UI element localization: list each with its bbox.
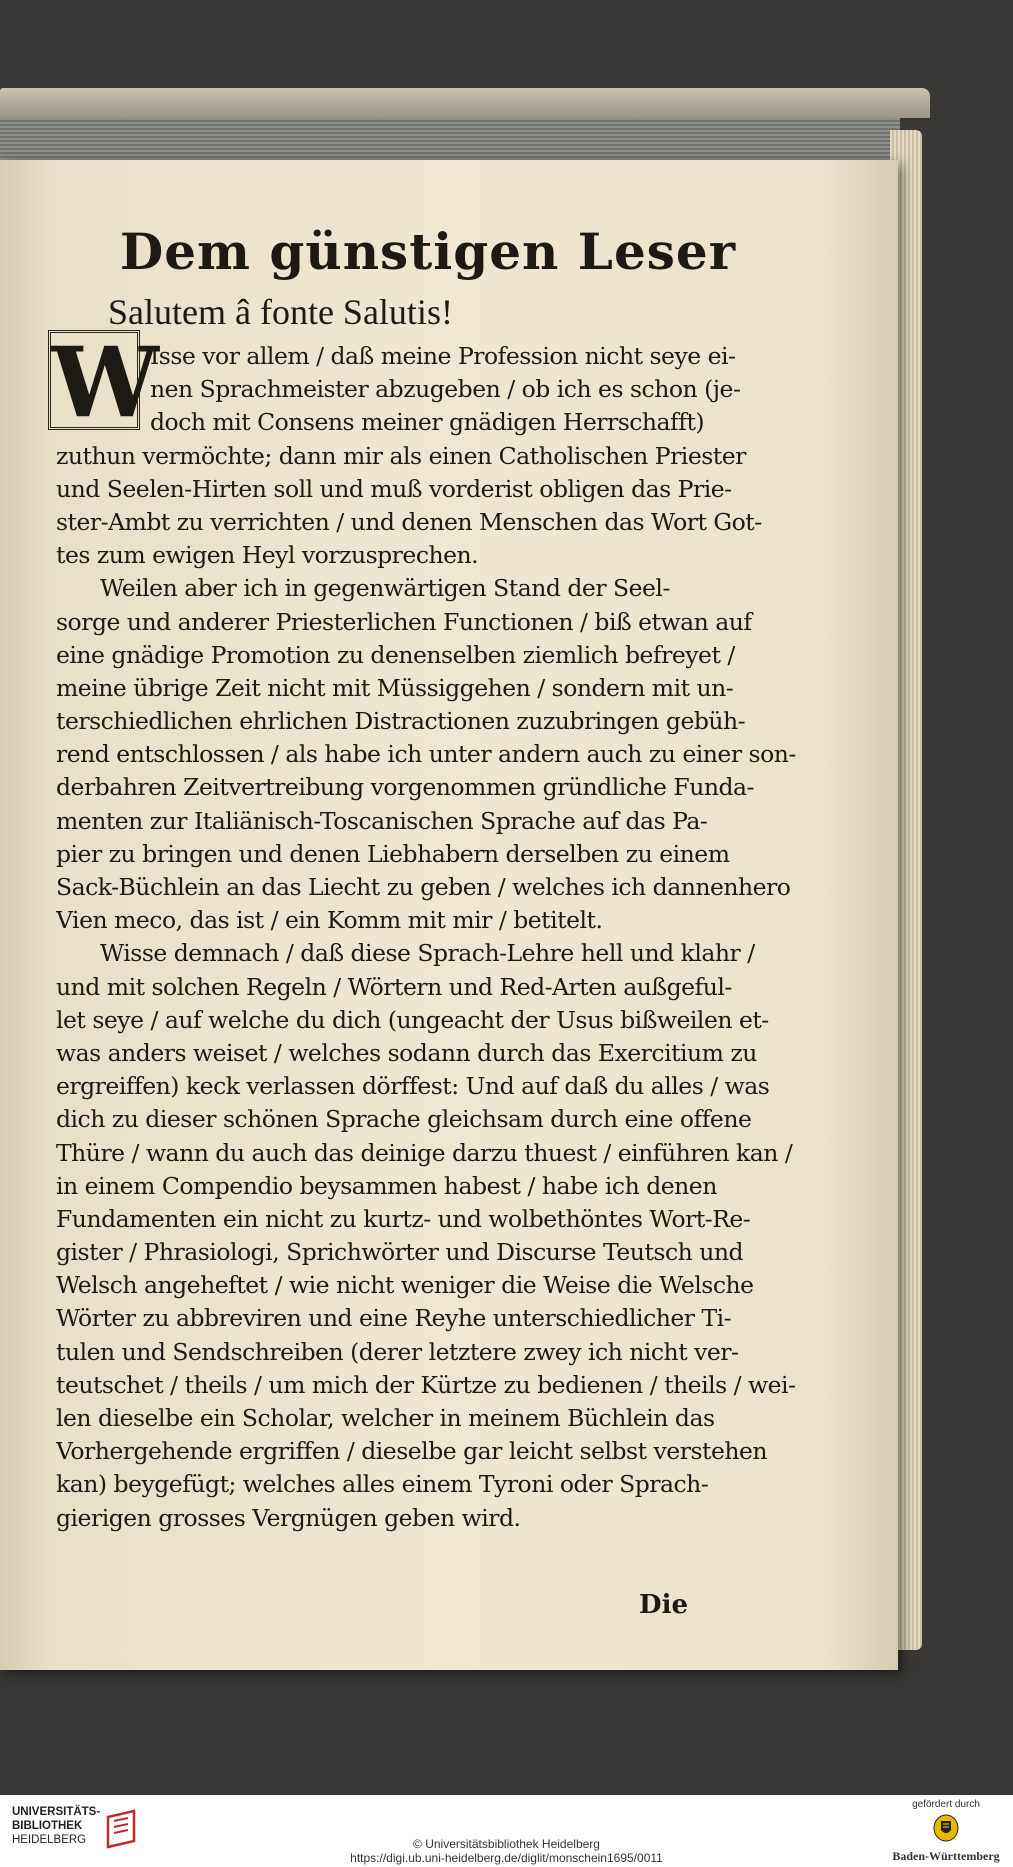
- catchword: Die: [639, 1590, 688, 1620]
- text-line: meine übrige Zeit nicht mit Müssiggehen / sondern mit un-: [56, 673, 734, 702]
- sponsor-name: Baden-Württemberg: [892, 1849, 1000, 1863]
- decorated-initial: W: [48, 330, 140, 430]
- text-line: Vorhergehende ergriffen / dieselbe gar leicht selbst verstehen: [56, 1437, 768, 1466]
- page-text: [51, 222, 800, 1620]
- sponsor-block: [891, 1799, 1001, 1863]
- text-line: Wisse demnach / daß diese Sprach-Lehre hell und klahr /: [100, 939, 755, 968]
- book-cover-top: [0, 88, 930, 118]
- text-line: ster-Ambt zu verrichten / und denen Menschen das Wort Got-: [56, 507, 762, 536]
- text-line: dich zu dieser schönen Sprache gleichsam durch eine offene: [56, 1105, 752, 1134]
- text-line: was anders weiset / welches sodann durch das Exercitium zu: [56, 1038, 757, 1067]
- library-name-line: UNIVERSITÄTS-: [12, 1806, 101, 1818]
- text-line: tes zum ewigen Heyl vorzusprechen.: [56, 541, 479, 570]
- permalink[interactable]: https://digi.ub.uni-heidelberg.de/diglit/monschein1695/0011: [350, 1851, 663, 1865]
- text-body: [56, 340, 800, 1535]
- text-line: Weilen aber ich in gegenwärtigen Stand der Seel-: [100, 574, 670, 603]
- text-line: let seye / auf welche du dich (ungeacht der Usus bißweilen et-: [56, 1005, 769, 1034]
- text-line: teutschet / theils / um mich der Kürtze zu bedienen / theils / wei-: [56, 1370, 796, 1399]
- sponsor-label: gefördert durch: [912, 1799, 980, 1810]
- book-page: [0, 160, 898, 1670]
- text-line: und Seelen-Hirten soll und muß vorderist obligen das Prie-: [56, 474, 732, 503]
- library-name-line: BIBLIOTHEK: [12, 1820, 83, 1832]
- text-line: rend entschlossen / als habe ich unter andern auch zu einer son-: [56, 740, 796, 769]
- copyright-block: [0, 1837, 1013, 1865]
- text-line: Sack-Büchlein an das Liecht zu geben / welches ich dannenhero: [56, 873, 791, 901]
- text-line: in einem Compendio beysammen habest / habe ich denen: [56, 1171, 717, 1200]
- text-line: Fundamenten ein nicht zu kurtz- und wolbethöntes Wort-Re-: [56, 1204, 751, 1233]
- text-line: terschiedlichen ehrlichen Distractionen zuzubringen gebüh-: [56, 707, 746, 736]
- text-line: gierigen grosses Vergnügen geben wird.: [56, 1503, 521, 1532]
- text-line: nen Sprachmeister abzugeben / ob ich es schon (je-: [150, 375, 741, 404]
- text-line: zuthun vermöchte; dann mir als einen Catholischen Priester: [56, 441, 746, 470]
- text-line: menten zur Italiänisch-Toscanischen Sprache auf das Pa-: [56, 806, 708, 835]
- text-line: Isse vor allem / daß meine Profession nicht seye ei-: [150, 342, 736, 370]
- text-line: Vien meco, das ist / ein Komm mit mir / betitelt.: [56, 906, 603, 935]
- text-line: ergreiffen) keck verlassen dörffest: Und auf daß du alles / was: [56, 1072, 770, 1101]
- state-crest-icon: [933, 1814, 959, 1842]
- text-line: kan) beygefügt; welches alles einem Tyroni oder Sprach-: [56, 1470, 709, 1499]
- text-line: und mit solchen Regeln / Wörtern und Red-Arten außgeful-: [56, 972, 732, 1001]
- text-line: len dieselbe ein Scholar, welcher in meinem Büchlein das: [56, 1404, 715, 1432]
- text-line: gister / Phrasiologi, Sprichwörter und Discurse Teutsch und: [56, 1238, 744, 1267]
- text-line: pier zu bringen und denen Liebhabern derselben zu einem: [56, 839, 730, 868]
- salutation: Salutem â fonte Salutis!: [108, 292, 453, 332]
- text-line: Welsch angeheftet / wie nicht weniger die Weise die Welsche: [56, 1271, 754, 1300]
- text-line: Wörter zu abbreviren und eine Reyhe unterschiedlicher Ti-: [56, 1304, 732, 1333]
- text-line: tulen und Sendschreiben (derer letztere zwey ich nicht ver-: [56, 1337, 739, 1366]
- library-name-line: HEIDELBERG: [12, 1834, 87, 1846]
- text-line: doch mit Consens meiner gnädigen Herrschafft): [150, 408, 705, 437]
- text-line: eine gnädige Promotion zu denenselben ziemlich befreyet /: [56, 640, 735, 669]
- text-line: derbahren Zeitvertreibung vorgenommen gründliche Funda-: [56, 773, 754, 802]
- copyright-text: © Universitätsbibliothek Heidelberg: [413, 1837, 600, 1851]
- viewer-footer: [0, 1795, 1013, 1867]
- text-line: Thüre / wann du auch das deinige darzu thuest / einführen kan /: [56, 1138, 793, 1167]
- text-line: sorge und anderer Priesterlichen Functionen / biß etwan auf: [56, 607, 752, 636]
- page-heading: Dem günstigen Leser: [119, 222, 737, 281]
